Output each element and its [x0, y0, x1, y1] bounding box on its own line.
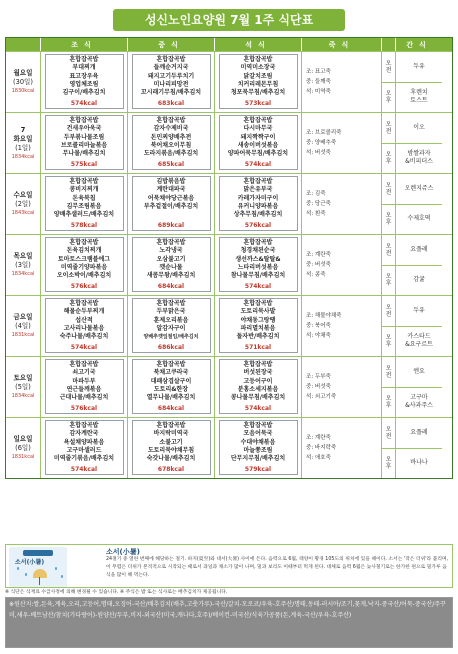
menu-item: 혼합잡곡밥: [69, 56, 99, 63]
header-time: [382, 38, 396, 51]
dinner-menu: [219, 176, 298, 231]
menu-item: 부추겉절이/배추김치: [143, 202, 199, 210]
menu-item: 도토리묵야채무침: [147, 446, 195, 454]
info-badge: [23, 550, 53, 556]
page-title: 성신노인요양원 7월 1주 식단표: [113, 9, 345, 31]
day-date: (3일): [15, 261, 31, 269]
menu-item: 혼합잡곡밥: [243, 422, 273, 429]
meal-kcal: 684kcal: [157, 405, 185, 412]
menu-item: 김밥볶음밥: [156, 178, 186, 185]
day-cell: [6, 418, 41, 478]
info-text: 24절기 중 열한 번째에 해당하는 절기. 하지(夏至)와 대서(大暑) 사이에 든다. 음력으로 6월, 태양이 황경 105도의 위치에 있을 때이다. 소서는 '작은 더위'라 불리며, 이 무렵은 더위가 본격적으로 시작되는 때로서 과일과 채소가 많이 나며, 밀과 보리도 이때부터 먹게 된다. 대체로 음력 6월은 늦사철기로는 한가한 편으로 밀가루 음식을 많이 해 먹는다.: [106, 557, 449, 578]
menu-item: 알감자구이: [156, 324, 186, 332]
menu-item: 혼합잡곡밥: [156, 422, 186, 429]
day-kcal: 1834kcal: [11, 271, 35, 277]
snacks-cell: [396, 235, 442, 295]
porridge-cell: [302, 52, 382, 112]
menu-item: 두부볶나물조림: [63, 133, 105, 141]
menu-item: 소불고기: [159, 438, 183, 446]
umbrella-stem: [39, 577, 40, 585]
menu-item: 돈육북칩: [72, 194, 96, 202]
snack-item: 두유: [396, 296, 442, 327]
morning-label: 오전: [382, 296, 395, 327]
header-breakfast: 조식: [41, 38, 128, 51]
menu-item: 북어채오이무침: [150, 141, 192, 149]
porridge-cell: [302, 357, 382, 417]
menu-item: 닭갈치조림: [243, 72, 273, 80]
menu-item: 혼합잡곡밥: [243, 361, 273, 368]
morning-label: 오전: [382, 113, 395, 144]
menu-item: 양배추샐러드/배추김치: [53, 211, 115, 219]
porridge-cell: [302, 418, 382, 478]
meal-kcal: 576kcal: [70, 405, 98, 412]
menu-item: 수대야채볶음: [240, 438, 276, 446]
menu-item: 근대나물/배추김치: [59, 394, 109, 402]
menu-item: 숙갓나물/배추김치: [146, 455, 196, 463]
meal-kcal: 574kcal: [244, 161, 272, 168]
day-name: 일요일: [13, 435, 33, 443]
header-porridge: 죽식: [302, 38, 382, 51]
porridge-item: 중: 북어죽: [306, 323, 331, 329]
menu-item: 혼합잡곡밥: [156, 361, 186, 368]
origin-text: ※원산지:쌀,돈육,계육,오리,고등어,명태,오징어-국산/배추김치(배추,고춧가루)-국산/갈치-모로코/우육-호주산/명태,동태-러시아/조기,꽃게,낙지-중국산/어묵-중국산/주꾸미,새우-베트남산/참치(가다랑어)-원양산/두부,비지-외국산(미국,캐나다,호주)/베이컨-미국산/식육가공품(돈,계육-국산/우육-호주산): [9, 601, 446, 619]
breakfast-menu: [45, 298, 124, 353]
menu-item: 숙주나물/배추김치: [59, 333, 109, 341]
day-kcal: 1831kcal: [11, 332, 35, 338]
menu-item: 혼합잡곡밥: [156, 300, 186, 307]
morning-label: 오전: [382, 418, 395, 449]
menu-item: 무나물/배추김치: [62, 150, 106, 158]
menu-item: 쇠고기국: [72, 369, 96, 377]
day-name: 7 화요일: [13, 125, 33, 143]
snack-item: 이오: [396, 113, 442, 144]
menu-item: 미역줄기양파볶음: [60, 263, 108, 271]
morning-label: 오전: [382, 174, 395, 205]
menu-item: 마파두부: [72, 377, 96, 385]
breakfast-cell: [41, 113, 128, 173]
menu-item: 도라지볶음/배추김치: [143, 150, 199, 158]
menu-item: 미나리피망전: [153, 80, 189, 88]
menu-item: 콩나물무침/배추김치: [230, 394, 286, 402]
day-cell: [6, 296, 41, 356]
dinner-menu: [219, 54, 298, 109]
porridge-item: 조: 계란죽: [306, 252, 331, 258]
day-cell: [6, 357, 41, 417]
menu-item: 깻순나물: [159, 263, 183, 271]
menu-item: 혼합잡곡밥: [69, 117, 99, 124]
day-cell: [6, 52, 41, 112]
header-snacks: 간식: [406, 40, 432, 49]
menu-item: 계란대파국: [156, 186, 186, 194]
meal-kcal: 579kcal: [244, 466, 272, 473]
dinner-cell: [215, 52, 302, 112]
day-date: (6일): [15, 444, 31, 452]
porridge-item: 중: 바지락죽: [306, 445, 337, 451]
porridge-cell: [302, 235, 382, 295]
day-name: 금요일: [13, 313, 33, 321]
lunch-cell: [128, 357, 215, 417]
snacks-cell: [396, 418, 442, 478]
morning-label: 오전: [382, 357, 395, 388]
menu-item: 유커니양파볶음: [237, 202, 279, 210]
breakfast-cell: [41, 174, 128, 234]
menu-item: 고구마샐러드: [66, 446, 102, 454]
breakfast-cell: [41, 418, 128, 478]
lunch-cell: [128, 296, 215, 356]
menu-item: 혼합잡곡밥: [156, 239, 186, 246]
porridge-item: 중: 버섯죽: [306, 262, 331, 268]
table-header: [6, 38, 452, 51]
raindrop-icon: [17, 567, 19, 570]
footer-note: ※ 식단은 식재료 수급사정에 의해 변경될 수 있습니다. ※ 주식은 밥 또는 식사로는 배추김치가 제공됩니다.: [5, 590, 228, 595]
afternoon-label: 오후: [385, 151, 392, 166]
menu-item: 토마토스크램블에그: [57, 255, 111, 263]
menu-item: 바지락미역국: [153, 430, 189, 438]
porridge-item: 조: 표고죽: [306, 69, 331, 75]
meal-kcal: 686kcal: [157, 344, 185, 351]
snack-item: 카스타드 &요구르트: [405, 333, 433, 349]
day-date: (5일): [15, 383, 31, 391]
porridge-item: 조: 해물야채죽: [306, 313, 342, 319]
lunch-menu: [132, 115, 211, 170]
day-date: (1일): [15, 143, 31, 152]
day-kcal: 1843kcal: [11, 210, 35, 216]
breakfast-menu: [45, 176, 124, 231]
porridge-item: 석: 쇠고기죽: [306, 394, 337, 400]
snack-item: 밤쌀과자 &비피더스: [405, 150, 433, 166]
snack-item: 바나나: [410, 459, 428, 467]
porridge-item: 석: 흰죽: [306, 211, 326, 217]
time-cell: [382, 235, 396, 295]
time-cell: [382, 296, 396, 356]
menu-item: 생선까스&탈탈&: [235, 255, 281, 263]
dinner-menu: [219, 115, 298, 170]
porridge-item: 조: 두부죽: [306, 374, 331, 380]
menu-item: 김구이/배추김치: [62, 89, 106, 97]
breakfast-cell: [41, 296, 128, 356]
menu-item: 혼합잡곡밥: [69, 300, 99, 307]
dinner-menu: [219, 298, 298, 353]
meal-kcal: 573kcal: [244, 100, 272, 107]
snack-item: 오렌지쥬스: [396, 174, 442, 205]
header-dinner: 석식: [215, 38, 302, 51]
lunch-cell: [128, 52, 215, 112]
menu-item: 두부맑은국: [156, 308, 186, 316]
morning-label: 오전: [382, 235, 395, 266]
porridge-item: 석: 야채죽: [306, 333, 331, 339]
day-name: 수요일: [13, 191, 33, 199]
afternoon-label: 오후: [385, 334, 392, 349]
menu-item: 돈육김치찌개: [66, 247, 102, 255]
menu-item: 김무조림볶음: [66, 202, 102, 210]
lunch-menu: [132, 359, 211, 414]
menu-item: 욕설채양파볶음: [63, 438, 105, 446]
menu-item: 혼합잡곡밥: [69, 361, 99, 368]
porridge-item: 조: 김죽: [306, 191, 326, 197]
menu-item: 대패삼겹살구이: [150, 377, 192, 385]
menu-item: 다시마무국: [243, 125, 273, 133]
day-cell: [6, 174, 41, 234]
day-name: 목요일: [13, 252, 33, 260]
day-date: (30일): [13, 78, 33, 86]
menu-item: 혼합잡곡밥: [243, 178, 273, 185]
seasonal-info: [5, 544, 453, 588]
snacks-cell: [396, 113, 442, 173]
afternoon-label: 오후: [385, 212, 392, 227]
menu-item: 마늘쫑조림: [243, 446, 273, 454]
dinner-menu: [219, 237, 298, 292]
porridge-item: 석: 애호죽: [306, 455, 331, 461]
breakfast-cell: [41, 52, 128, 112]
dinner-cell: [215, 174, 302, 234]
menu-item: 혼합잡곡밥: [243, 300, 273, 307]
footer: [5, 589, 453, 651]
menu-item: 도토리&한장: [153, 385, 189, 393]
meal-kcal: 678kcal: [157, 466, 185, 473]
menu-item: 감자수제비국: [153, 125, 189, 133]
meal-kcal: 574kcal: [70, 100, 98, 107]
menu-item: 브로콜리마늘볶음: [60, 141, 108, 149]
menu-item: 노각냉국: [159, 247, 183, 255]
snack-item: 두유: [396, 52, 442, 83]
day-row: [6, 417, 452, 478]
day-kcal: 1834kcal: [11, 153, 35, 160]
breakfast-cell: [41, 357, 128, 417]
dinner-cell: [215, 235, 302, 295]
day-kcal: 1834kcal: [11, 393, 35, 399]
lunch-menu: [132, 176, 211, 231]
snacks-cell: [396, 52, 442, 112]
menu-item: 건새우아욱국: [66, 125, 102, 133]
menu-item: 훈제오리볶음: [153, 316, 189, 324]
day-kcal: 1831kcal: [11, 454, 35, 460]
menu-item: 혼합잡곡밥: [243, 117, 273, 124]
sohseo-illustration: [9, 547, 67, 587]
menu-item: 도토리묵사발: [240, 308, 276, 316]
day-row: [6, 356, 452, 417]
day-cell: [6, 113, 41, 173]
porridge-item: 석: 콩죽: [306, 272, 326, 278]
day-date: (4일): [15, 322, 31, 330]
header-day: [6, 38, 41, 51]
raindrop-icon: [55, 567, 57, 570]
lunch-cell: [128, 174, 215, 234]
menu-item: 돌자반/배추김치: [236, 333, 280, 341]
menu-item: 오이소박이/배추김치: [56, 272, 112, 280]
menu-item: 미역미소장국: [240, 64, 276, 72]
lunch-menu: [132, 298, 211, 353]
time-cell: [382, 418, 396, 478]
time-cell: [382, 357, 396, 417]
time-cell: [382, 113, 396, 173]
menu-item: 열무나물/배추김치: [146, 394, 196, 402]
menu-item: 돈민찌양배추전: [150, 133, 192, 141]
menu-item: 고등어구이: [243, 377, 273, 385]
menu-item: 새콤무왕/배추김치: [146, 272, 196, 280]
snack-item: 요플레: [396, 235, 442, 266]
menu-item: 혼합잡곡밥: [243, 56, 273, 63]
snack-item: 엔요: [396, 357, 442, 388]
meal-kcal: 576kcal: [244, 222, 272, 229]
dinner-cell: [215, 113, 302, 173]
morning-label: 오전: [382, 52, 395, 83]
day-row: [6, 295, 452, 356]
menu-item: 꼬시래기무침/배추김치: [140, 89, 202, 97]
porridge-cell: [302, 296, 382, 356]
origin-box: [5, 597, 453, 648]
breakfast-cell: [41, 235, 128, 295]
meal-kcal: 574kcal: [70, 344, 98, 351]
day-cell: [6, 235, 41, 295]
day-row: [6, 112, 452, 173]
snack-item: 수제호떡: [407, 215, 431, 223]
menu-item: 파리멸치볶음: [240, 324, 276, 332]
header-lunch: 중식: [128, 38, 215, 51]
snack-item: 감귤: [413, 276, 425, 284]
lunch-cell: [128, 418, 215, 478]
porridge-item: 중: 양배추죽: [306, 140, 337, 146]
lunch-menu: [132, 420, 211, 475]
raindrop-icon: [61, 575, 63, 578]
lunch-menu: [132, 237, 211, 292]
menu-item: 혼합잡곡밥: [69, 422, 99, 429]
dinner-cell: [215, 418, 302, 478]
menu-item: 느타리버섯볶음: [237, 263, 279, 271]
day-name: 월요일: [13, 69, 33, 77]
snacks-cell: [396, 357, 442, 417]
raindrop-icon: [25, 573, 27, 576]
breakfast-menu: [45, 115, 124, 170]
meal-kcal: 689kcal: [157, 222, 185, 229]
afternoon-label: 오후: [385, 90, 392, 105]
menu-item: 청경채된순국: [240, 247, 276, 255]
breakfast-menu: [45, 54, 124, 109]
menu-item: 치커리레몬무침: [237, 80, 279, 88]
meal-kcal: 575kcal: [70, 161, 98, 168]
time-cell: [382, 174, 396, 234]
menu-item: 양배추깻잎절임/배추김치: [143, 334, 199, 341]
day-kcal: 1830kcal: [11, 88, 35, 94]
breakfast-menu: [45, 237, 124, 292]
meal-kcal: 684kcal: [157, 283, 185, 290]
menu-item: 카레가자미구이: [237, 194, 279, 202]
menu-item: 모음어묵국: [243, 430, 273, 438]
dinner-menu: [219, 359, 298, 414]
meal-kcal: 574kcal: [70, 466, 98, 473]
menu-item: 영업체조림: [69, 80, 99, 88]
porridge-cell: [302, 113, 382, 173]
dinner-menu: [219, 420, 298, 475]
menu-item: 버섯된장국: [243, 369, 273, 377]
meal-kcal: 685kcal: [157, 161, 185, 168]
illustration-title: 소서(小暑): [15, 559, 45, 566]
menu-item: 혼합잡곡밥: [69, 239, 99, 246]
porridge-item: 중: 버섯죽: [306, 384, 331, 390]
menu-item: 고사리나물볶음: [63, 324, 105, 332]
snack-item: 고구마 &사과주스: [405, 394, 433, 410]
menu-item: 섭산적: [75, 316, 93, 324]
menu-item: 어묵채야당근볶음: [147, 194, 195, 202]
porridge-item: 조: 계란죽: [306, 435, 331, 441]
dinner-cell: [215, 357, 302, 417]
snack-item: 요플레: [396, 418, 442, 449]
porridge-item: 석: 버섯죽: [306, 150, 331, 156]
menu-item: 참나물무침/배추김치: [230, 272, 286, 280]
menu-item: 혼합잡곡밥: [156, 56, 186, 63]
menu-item: 콩비지찌개: [69, 186, 99, 194]
menu-item: 야채동그랑땡: [240, 316, 276, 324]
lunch-cell: [128, 113, 215, 173]
porridge-item: 조: 브로콜리죽: [306, 130, 342, 136]
porridge-item: 석: 미역죽: [306, 89, 331, 95]
menu-item: 청포묵무침/배추김치: [230, 89, 286, 97]
meal-kcal: 571kcal: [244, 344, 272, 351]
info-title: 소서(小暑): [106, 548, 140, 556]
snacks-cell: [396, 296, 442, 356]
snack-item: 후렌치 토스트: [410, 89, 428, 105]
menu-item: 분홍소세지볶음: [237, 385, 279, 393]
time-cell: [382, 52, 396, 112]
afternoon-label: 오후: [385, 456, 392, 471]
day-name: 토요일: [13, 374, 33, 382]
breakfast-menu: [45, 359, 124, 414]
menu-item: 양파어묵무침/배추김치: [227, 150, 289, 158]
snacks-cell: [396, 174, 442, 234]
menu-item: 부대찌개: [72, 64, 96, 72]
menu-item: 혼합잡곡밥: [156, 117, 186, 124]
menu-item: 돼지짝짝구이: [240, 133, 276, 141]
menu-item: 표고장우육: [69, 72, 99, 80]
menu-table: [5, 37, 453, 479]
umbrella-icon: [33, 569, 47, 578]
menu-item: 단무지무침/배추김치: [230, 455, 286, 463]
menu-item: 돼지고기두루치기: [147, 72, 195, 80]
menu-item: 북채고쿠라국: [153, 369, 189, 377]
menu-item: 감자계란국: [69, 430, 99, 438]
lunch-menu: [132, 54, 211, 109]
menu-item: 오삼불고기: [156, 255, 186, 263]
menu-item: 혼합잡곡밥: [69, 178, 99, 185]
breakfast-menu: [45, 420, 124, 475]
porridge-cell: [302, 174, 382, 234]
menu-item: 상추무침/배추김치: [233, 211, 283, 219]
meal-kcal: 576kcal: [70, 283, 98, 290]
day-row: [6, 234, 452, 295]
menu-item: 들깨순거지국: [153, 64, 189, 72]
meal-kcal: 683kcal: [157, 100, 185, 107]
menu-item: 맑은유부국: [243, 186, 273, 194]
meal-kcal: 578kcal: [70, 222, 98, 229]
day-row: [6, 51, 452, 112]
menu-item: 혼합잡곡밥: [243, 239, 273, 246]
afternoon-label: 오후: [385, 395, 392, 410]
porridge-item: 중: 들깨죽: [306, 79, 331, 85]
menu-item: 해물순두부찌개: [63, 308, 105, 316]
lunch-cell: [128, 235, 215, 295]
menu-item: 새송이버섯볶음: [237, 141, 279, 149]
meal-kcal: 574kcal: [244, 405, 272, 412]
afternoon-label: 오후: [385, 273, 392, 288]
day-row: [6, 173, 452, 234]
menu-item: 미역줄기볶음/배추김치: [53, 455, 115, 463]
meal-kcal: 574kcal: [244, 283, 272, 290]
porridge-item: 중: 당근죽: [306, 201, 331, 207]
menu-item: 연근들깨볶음: [66, 385, 102, 393]
day-date: (2일): [15, 200, 31, 208]
dinner-cell: [215, 296, 302, 356]
